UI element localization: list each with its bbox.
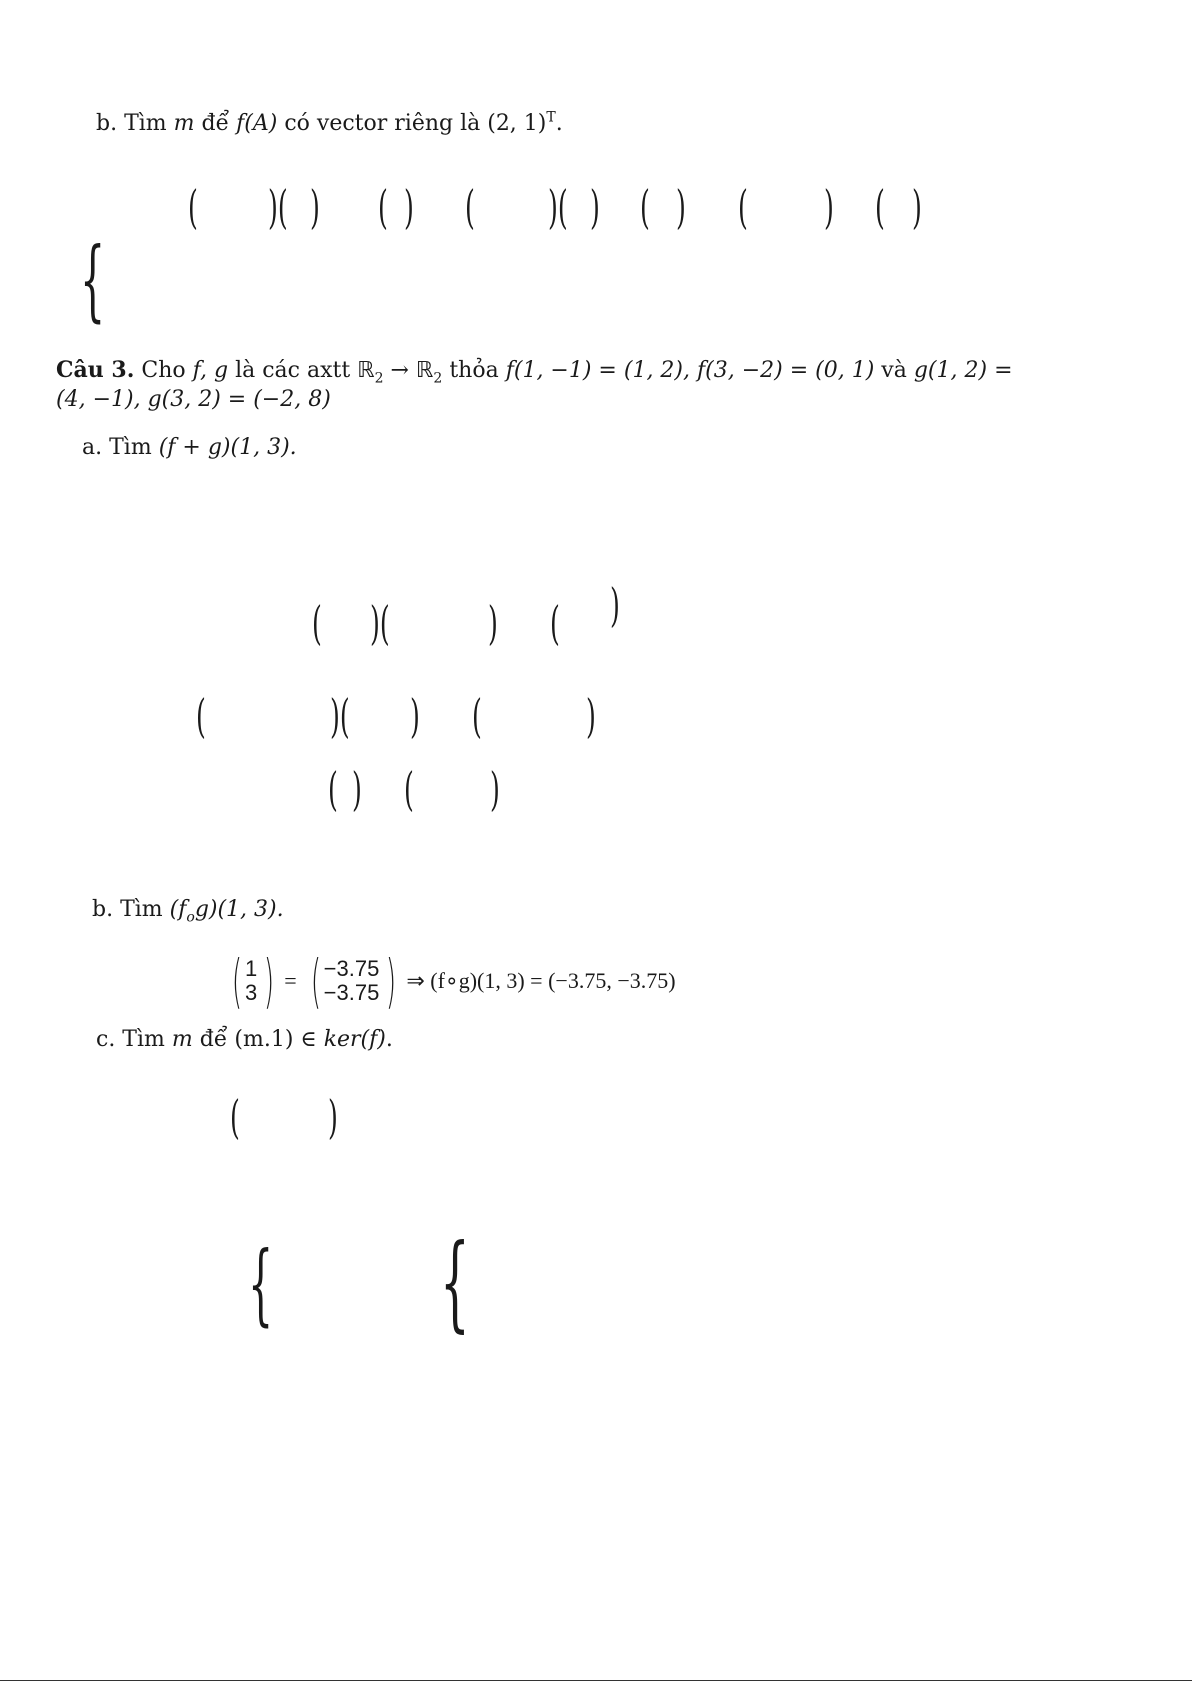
paren-mark: ) <box>410 689 420 743</box>
paren-mark: ) <box>352 762 362 816</box>
paren-mark: ( <box>310 947 321 1015</box>
paren-mark: ) <box>488 596 498 650</box>
paren-mark: ) <box>490 762 500 816</box>
paren-mark: )( <box>268 180 288 234</box>
composition-result: ⇒ (f∘g)(1, 3) = (−3.75, −3.75) <box>406 968 676 993</box>
paren-mark: ( <box>738 180 748 234</box>
system-brace: { <box>248 1232 274 1335</box>
question-3-statement: Câu 3. Cho f, g là các axtt ℝ$_2$ → ℝ$_2$ thỏa f(1, −1) = (1, 2), f(3, −2) = (0, 1) và g(1, 2) = <box>56 357 1013 387</box>
paren-mark: ) <box>264 947 275 1015</box>
paren-mark: ) <box>404 180 414 234</box>
paren-mark: ( <box>378 180 388 234</box>
paren-mark: ( <box>640 180 650 234</box>
paren-mark: ( <box>472 689 482 743</box>
paren-mark: ( <box>550 596 560 650</box>
paren-mark: )( <box>370 596 390 650</box>
paren-mark: ( <box>328 762 338 816</box>
paren-mark: ) <box>586 689 596 743</box>
paren-mark: ) <box>676 180 686 234</box>
output-vector: −3.75 −3.75 <box>323 956 380 1005</box>
paren-mark: ) <box>328 1090 338 1144</box>
paren-mark: )( <box>330 689 350 743</box>
part-b-composition-prompt: b. Tìm $(f_og)(1$, 3). <box>92 897 284 926</box>
paren-mark: ) <box>610 578 620 632</box>
question-3-statement-cont: (4, −1), g(3, 2) = (−2, 8) <box>56 387 331 412</box>
paren-mark: ) <box>386 947 397 1015</box>
part-c-kernel-prompt: c. Tìm m để (m.1) ∈ ker(f). <box>96 1027 393 1052</box>
paren-mark: ( <box>230 1090 240 1144</box>
paren-mark: ) <box>824 180 834 234</box>
paren-mark: ( <box>312 596 322 650</box>
composition-result-equation: ( 1 3 ) = ( −3.75 −3.75 ) ⇒ (f∘g)(1, 3) = (−3.75, −3.75) <box>231 947 676 1015</box>
paren-mark: ( <box>188 180 198 234</box>
input-vector: 1 3 <box>245 956 258 1005</box>
paren-mark: ) <box>310 180 320 234</box>
paren-mark: ) <box>590 180 600 234</box>
part-b-eigenvector-prompt: b. Tìm m để f(A) có vector riêng là (2, 1)$^T$. <box>96 109 563 136</box>
paren-mark: ( <box>196 689 206 743</box>
system-brace: { <box>80 228 106 331</box>
paren-mark: ) <box>912 180 922 234</box>
paren-mark: ( <box>875 180 885 234</box>
part-a-prompt: a. Tìm (f + g)(1, 3). <box>82 435 297 460</box>
system-brace: { <box>440 1221 470 1343</box>
page-bottom-rule <box>0 1680 1192 1681</box>
paren-mark: )( <box>548 180 568 234</box>
paren-mark: ( <box>465 180 475 234</box>
paren-mark: ( <box>231 947 243 1015</box>
paren-mark: ( <box>404 762 414 816</box>
